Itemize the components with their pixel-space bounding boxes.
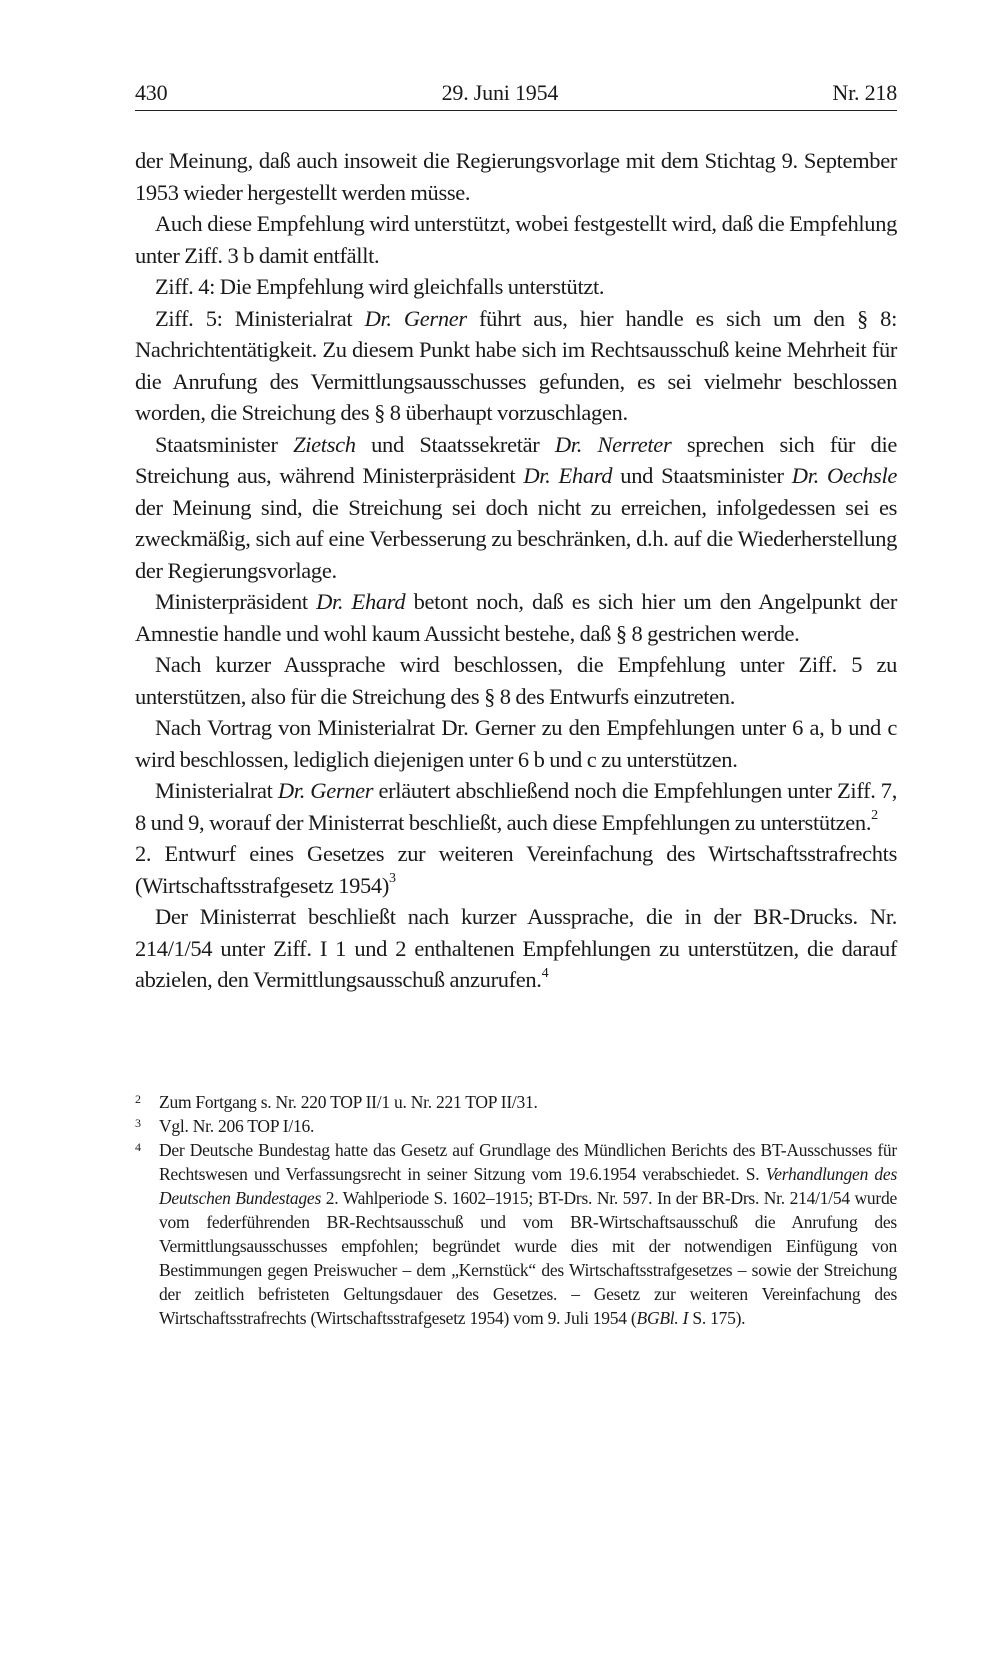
- footnote: [135, 1138, 897, 1330]
- paragraph: Ziff. 5: Ministerialrat Dr. Gerner führt aus, hier handle es sich um den § 8: Nachrichtentätigkeit. Zu diesem Punkt habe sich im Rechtsausschuß keine Mehrheit für die Anrufung des Vermittlungsausschusses gefunden, es sei vielmehr beschlossen worden, die Streichung des § 8 überhaupt vorzuschlagen.: [135, 305, 897, 425]
- person-name: Dr. Gerner: [277, 778, 374, 803]
- paragraph: Auch diese Empfehlung wird unterstützt, wobei festgestellt wird, daß die Empfehlung unter Ziff. 3 b damit entfällt.: [135, 211, 897, 268]
- publication-title: BGBl. I: [636, 1308, 689, 1328]
- paragraph: Ziff. 4: Die Empfehlung wird gleichfalls unterstützt.: [155, 274, 605, 299]
- paragraph: der Meinung, daß auch insoweit die Regierungsvorlage mit dem Stichtag 9. September 1953 wieder hergestellt werden müsse.: [135, 148, 897, 205]
- footnote-number: 3: [135, 1116, 141, 1130]
- page-number: 430: [135, 80, 168, 105]
- footnote-reference[interactable]: 2: [871, 808, 878, 823]
- footnote-text: Zum Fortgang s. Nr. 220 TOP II/1 u. Nr. 221 TOP II/31.: [159, 1092, 538, 1112]
- paragraph: Nach kurzer Aussprache wird beschlossen, die Empfehlung unter Ziff. 5 zu unterstützen, also für die Streichung des § 8 des Entwurfs einzutreten.: [135, 652, 897, 709]
- person-name: Dr. Ehard: [316, 589, 406, 614]
- footnote: [135, 1090, 897, 1114]
- paragraph: Ministerialrat Dr. Gerner erläutert abschließend noch die Empfehlungen unter Ziff. 7, 8 und 9, worauf der Ministerrat beschließt, auch diese Empfehlungen zu unterstützen.$^2$: [135, 778, 897, 835]
- footnotes: [135, 1090, 897, 1330]
- body-text: [135, 145, 897, 996]
- document-number: Nr. 218: [832, 80, 897, 105]
- footnote-number: 4: [135, 1140, 141, 1154]
- paragraph: Ministerpräsident Dr. Ehard betont noch, daß es sich hier um den Angelpunkt der Amnestie handle und wohl kaum Aussicht bestehe, daß § 8 gestrichen werde.: [135, 589, 898, 646]
- paragraph: Der Ministerrat beschließt nach kurzer Aussprache, die in der BR-Drucks. Nr. 214/1/54 unter Ziff. I 1 und 2 enthaltenen Empfehlungen zu unterstützen, die darauf abzielen, den Vermittlungsausschuß anzurufen.$^4$: [135, 904, 897, 992]
- footnote-number: 2: [135, 1092, 141, 1106]
- person-name: Dr. Ehard: [523, 463, 613, 488]
- footnote-text: Der Deutsche Bundestag hatte das Gesetz auf Grundlage des Mündlichen Berichts des BT-Ausschusses für Rechtswesen und Verfassungsrecht in seiner Sitzung vom 19.6.1954 verabschiedet. S. Verhandlungen des Deutschen Bundestages 2. Wahlperiode S. 1602–1915; BT-Drs. Nr. 597. In der BR-Drs. Nr. 214/1/54 wurde vom federführenden BR-Rechtsausschuß und vom BR-Wirtschaftsausschuß die Anrufung des Vermittlungsausschusses empfohlen; begründet wurde dies mit der notwendigen Einfügung von Bestimmungen gegen Preiswucher – dem „Kernstück“ des Wirtschaftsstrafgesetzes – sowie der Streichung der zeitlich befristeten Geltungsdauer des Gesetzes. – Gesetz zur weiteren Vereinfachung des Wirtschaftsstrafrechts (Wirtschaftsstrafgesetz 1954) vom 9. Juli 1954 (BGBl. I S. 175).: [159, 1140, 897, 1328]
- publication-title: Verhandlungen des Deutschen Bundestages: [159, 1164, 897, 1208]
- document-page: [135, 80, 897, 996]
- header-date: 29. Juni 1954: [441, 80, 559, 105]
- footnote-text: Vgl. Nr. 206 TOP I/16.: [159, 1116, 315, 1136]
- paragraph: Nach Vortrag von Ministerialrat Dr. Gerner zu den Empfehlungen unter 6 a, b und c wird beschlossen, lediglich diejenigen unter 6 b und c zu unterstützen.: [135, 715, 897, 772]
- person-name: Zietsch: [293, 431, 356, 457]
- person-name: Dr. Nerreter: [554, 431, 672, 457]
- footnote-reference[interactable]: 3: [388, 871, 396, 886]
- paragraph: Staatsminister Zietsch und Staatssekretär Dr. Nerreter sprechen sich für die Streichung aus, während Ministerpräsident Dr. Ehard und Staatsminister Dr. Oechsle der Meinung sind, die Streichung sei doch nicht zu erreichen, infolgedessen sei es zweckmäßig, sich auf eine Verbesserung zu beschränken, d.h. auf die Wiederherstellung der Regierungsvorlage.: [135, 431, 897, 583]
- running-header: [135, 80, 897, 111]
- person-name: Dr. Gerner: [364, 305, 467, 331]
- footnote: [135, 1114, 897, 1138]
- person-name: Dr. Oechsle: [791, 463, 897, 488]
- footnote-reference[interactable]: 4: [541, 965, 549, 981]
- agenda-item-heading: 2. Entwurf eines Gesetzes zur weiteren Vereinfachung des Wirtschaftsstrafrechts (Wirtschaftsstrafgesetz 1954)$^3$: [135, 841, 897, 898]
